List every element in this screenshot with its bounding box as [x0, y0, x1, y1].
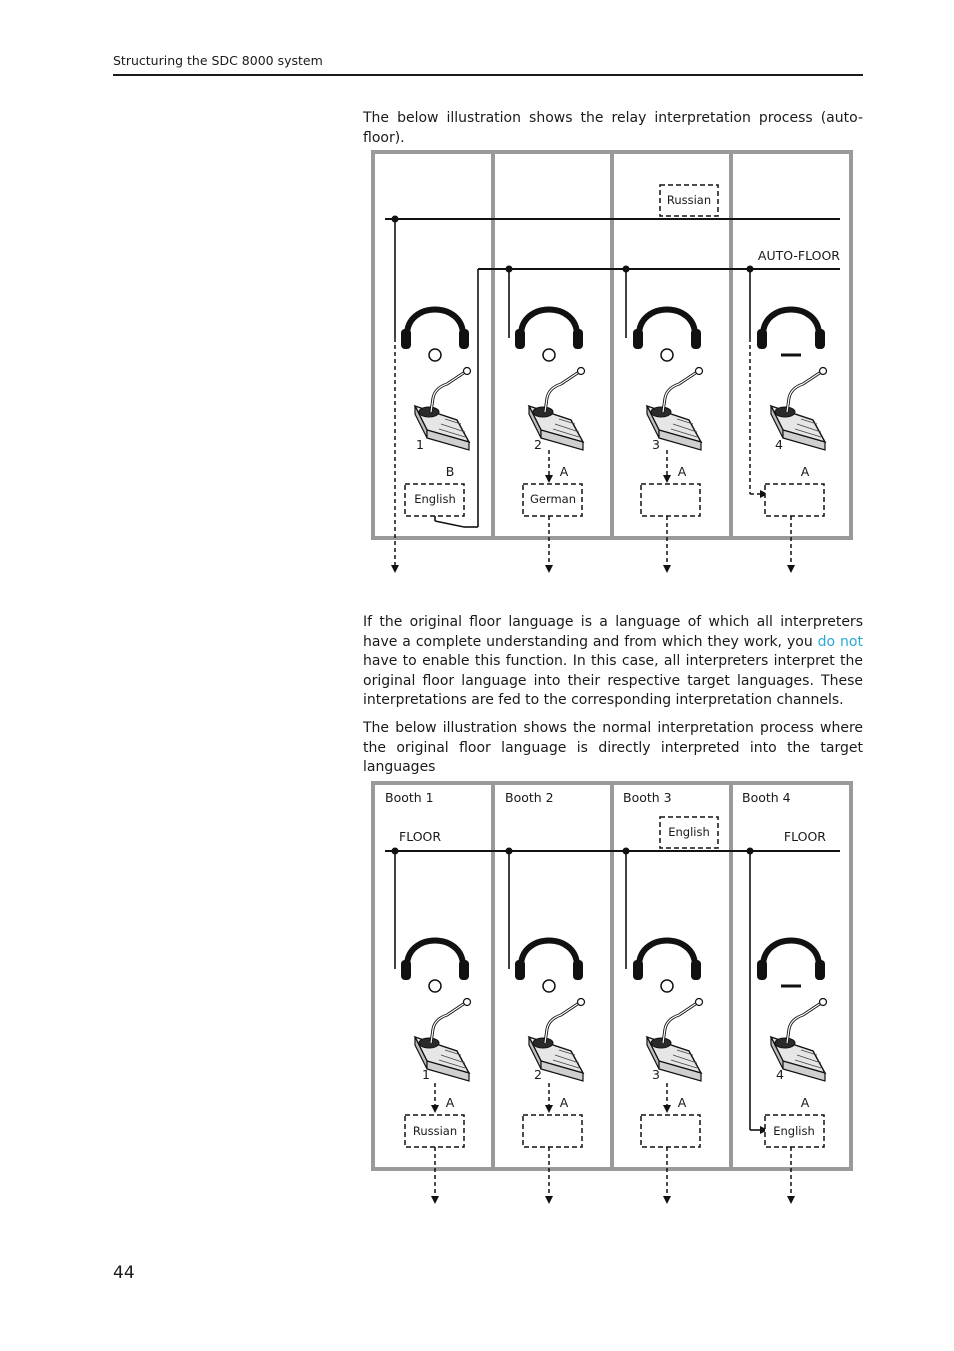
channel-label: A: [800, 1095, 810, 1110]
channel-label: A: [559, 464, 569, 479]
headphones-icon: [515, 310, 583, 350]
unit-number: 1: [422, 1067, 430, 1082]
floor-label: FLOOR: [399, 829, 442, 844]
normal-interpretation-figure: [360, 771, 860, 1216]
channel-box: [641, 1115, 700, 1147]
running-header: Structuring the SDC 8000 system: [113, 53, 323, 68]
auto-floor-label: AUTO-FLOOR: [757, 248, 840, 263]
floor-language-paragraph: [363, 613, 863, 711]
microphone-off-indicator: [429, 349, 441, 361]
microphone-off-indicator: [543, 349, 555, 361]
do-not-highlight: do not: [817, 633, 863, 650]
microphone-off-indicator: [543, 980, 555, 992]
relay-interpretation-figure: [360, 140, 860, 585]
header-rule: [113, 74, 863, 76]
normal-intro-text: The below illustration shows the normal interpretation process where the original floor language is directly interpreted into the target languages: [363, 720, 863, 775]
booth-title: Booth 3: [623, 790, 672, 805]
paragraph-text: If the original floor language is a language of which all interpreters have a complete understanding and from which they work, you: [363, 614, 863, 650]
english-tag-label: English: [668, 825, 710, 839]
channel-label: A: [800, 464, 810, 479]
russian-tag-label: Russian: [666, 193, 712, 207]
relay-intro-text: The below illustration shows the relay interpretation process (auto-floor).: [363, 110, 863, 146]
channel-box-label: English: [414, 492, 456, 506]
channel-box-label: Russian: [412, 1124, 458, 1138]
unit-number: 4: [775, 437, 783, 452]
booth-title: Booth 2: [505, 790, 554, 805]
channel-label: A: [677, 1095, 687, 1110]
floor-label: FLOOR: [783, 829, 826, 844]
headphones-icon: [401, 941, 469, 981]
channel-label: A: [559, 1095, 569, 1110]
channel-box: [523, 1115, 582, 1147]
page-number: 44: [113, 1263, 135, 1283]
headphones-icon: [633, 310, 701, 350]
unit-number: 3: [652, 1067, 660, 1082]
headphones-icon: [515, 941, 583, 981]
channel-box: [641, 484, 700, 516]
unit-number: 2: [534, 1067, 542, 1082]
headphones-icon: [401, 310, 469, 350]
headphones-icon: [757, 310, 825, 350]
microphone-off-indicator: [429, 980, 441, 992]
booth-title: Booth 1: [385, 790, 434, 805]
channel-box-label: German: [529, 492, 577, 506]
channel-label: A: [445, 1095, 455, 1110]
paragraph-text: have to enable this function. In this case, all interpreters interpret the original floor language into their respective target languages. These interpretations are fed to the corresponding interpretation channels.: [363, 653, 863, 708]
microphone-off-indicator: [661, 349, 673, 361]
channel-label: B: [445, 464, 455, 479]
channel-box-label: English: [773, 1124, 815, 1138]
headphones-icon: [633, 941, 701, 981]
microphone-off-indicator: [661, 980, 673, 992]
unit-number: 3: [652, 437, 660, 452]
unit-number: 4: [776, 1067, 784, 1082]
headphones-icon: [757, 941, 825, 981]
channel-box: [765, 484, 824, 516]
booth-title: Booth 4: [742, 790, 791, 805]
unit-number: 1: [416, 437, 424, 452]
unit-number: 2: [534, 437, 542, 452]
channel-label: A: [677, 464, 687, 479]
